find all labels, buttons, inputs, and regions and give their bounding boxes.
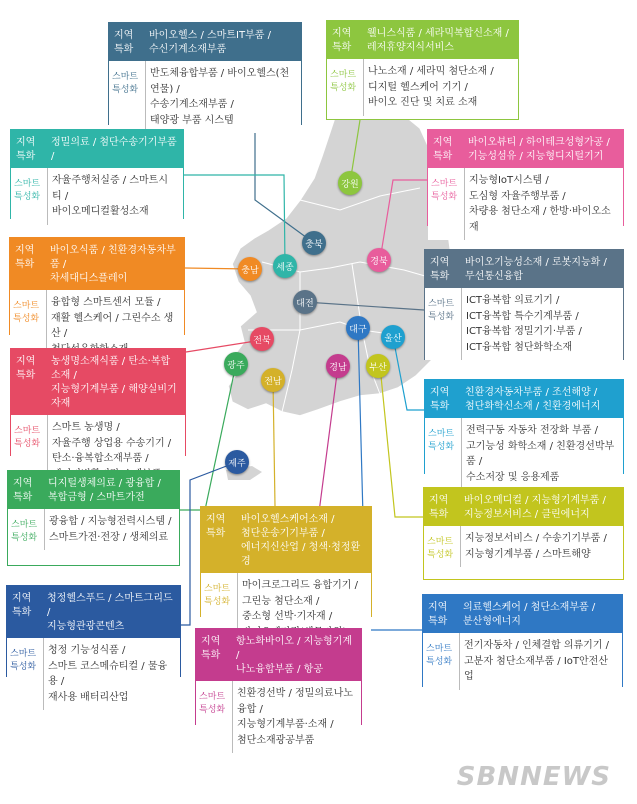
region-node-gyeongnam: 경남 bbox=[326, 354, 350, 378]
region-node-jeonnam: 전남 bbox=[261, 368, 285, 392]
card-body-gangwon bbox=[327, 59, 518, 116]
card-gwangju bbox=[7, 470, 180, 566]
card-header-sejong bbox=[11, 130, 183, 168]
region-node-daegu: 대구 bbox=[346, 316, 370, 340]
regional-label: 지역 특화 bbox=[16, 137, 36, 162]
smart-industries: ICT융복합 의료기기 / ICT융복합 특수기계부품 / ICT융복합 정밀기기·부품 / ICT융복합 첨단화학소재 bbox=[461, 288, 623, 360]
card-body-daegu bbox=[423, 633, 622, 690]
smart-industries: 지능형IoT시스템 / 도심형 자율주행부품 / 차량용 첨단소재 / 한방·바이오소재 bbox=[464, 168, 623, 240]
regional-label: 지역 특화 bbox=[332, 28, 352, 53]
regional-label: 지역 특화 bbox=[206, 514, 226, 539]
region-node-busan: 부산 bbox=[366, 354, 390, 378]
card-body-daejeon bbox=[425, 288, 623, 360]
smart-industries: 나노소재 / 세라믹 첨단소재 / 디지털 헬스케어 기기 / 바이오 진단 및 치료 소재 bbox=[363, 59, 518, 116]
watermark: SBNNEWS bbox=[456, 762, 611, 792]
smart-industries: 지능정보서비스 / 수송기기부품 / 지능형기계부품 / 스마트해양 bbox=[460, 526, 623, 567]
regional-industries: 농생명소재식품 / 탄소·복합소재 / 지능형기계부품 / 해양실비기자재 bbox=[51, 356, 177, 409]
regional-industries: 친환경자동차부품 / 조선해양 / 첨단화학신소재 / 친환경에너지 bbox=[465, 387, 601, 412]
region-node-jeju: 제주 bbox=[225, 450, 249, 474]
card-header-gwangju bbox=[8, 471, 179, 509]
regional-label: 지역 특화 bbox=[15, 245, 35, 270]
card-body-chungbuk bbox=[109, 61, 301, 133]
region-node-gwangju: 광주 bbox=[224, 352, 248, 376]
card-header-daegu bbox=[423, 595, 622, 633]
smart-label: 스마트 특성화 bbox=[330, 70, 357, 93]
card-header-chungbuk bbox=[109, 23, 301, 61]
smart-industries: 전력구동 자동차 전장화 부품 / 고기능성 화학소재 / 친환경선박부품 / 수소저장 및 응용제품 bbox=[461, 418, 623, 490]
region-node-gangwon: 강원 bbox=[338, 171, 362, 195]
smart-label: 스마트 특성화 bbox=[431, 179, 458, 202]
regional-industries: 바이오헬스 / 스마트IT부품 / 수신기계소재부품 bbox=[149, 30, 271, 55]
region-node-sejong: 세종 bbox=[273, 254, 297, 278]
card-body-sejong bbox=[11, 168, 183, 225]
card-header-jeju bbox=[7, 586, 180, 638]
regional-label: 지역 특화 bbox=[114, 30, 134, 55]
regional-industries: 바이오헬스케어소재 / 첨단운송기기부품 / 에너지신산업 / 청색·청정환경 bbox=[241, 514, 361, 567]
card-header-daejeon bbox=[425, 250, 623, 288]
region-node-chungbuk: 충북 bbox=[302, 231, 326, 255]
region-node-ulsan: 울산 bbox=[381, 325, 405, 349]
card-chungbuk bbox=[108, 22, 302, 125]
smart-label: 스마트 특성화 bbox=[426, 644, 453, 667]
card-gangwon bbox=[326, 20, 519, 120]
smart-industries: 친환경선박 / 정밀의료나노융합 / 지능형기계부품·소재 / 첨단소재광공부품 bbox=[232, 681, 361, 753]
regional-industries: 웰니스식품 / 세라믹복합신소재 / 레저휴양지식서비스 bbox=[367, 28, 509, 53]
smart-label: 스마트 특성화 bbox=[14, 426, 41, 449]
card-header-busan bbox=[424, 488, 623, 526]
smart-industries: 융합형 스마트센서 모듈 / 재활 헬스케어 / 그린수소 생산 / bbox=[46, 290, 184, 362]
card-body-jeju bbox=[7, 638, 180, 710]
card-header-gyeongnam bbox=[196, 629, 361, 681]
smart-industries: 반도체융합부품 / 바이오헬스(천연물) / 수송기계소재부품 / 태양광 부품 시스템 bbox=[145, 61, 301, 133]
regional-label: 지역 특화 bbox=[12, 593, 32, 618]
smart-industries: 전기자동차 / 인체결합 의류기기 / 고분자 첨단소재부품 / IoT안전산업 bbox=[459, 633, 622, 690]
region-node-chungnam: 충남 bbox=[238, 257, 262, 281]
card-ulsan bbox=[424, 379, 624, 483]
smart-label: 스마트 특성화 bbox=[428, 299, 455, 322]
regional-label: 지역 특화 bbox=[16, 356, 36, 381]
region-node-jeonbuk: 전북 bbox=[250, 327, 274, 351]
card-body-gyeongnam bbox=[196, 681, 361, 753]
card-body-ulsan bbox=[425, 418, 623, 490]
card-sejong bbox=[10, 129, 184, 219]
region-node-daejeon: 대전 bbox=[293, 290, 317, 314]
smart-industries: 마이크로그리드 융합기기 / 그린능 첨단소재 / 중소형 선박·기자재 / bbox=[237, 573, 371, 645]
card-chungnam bbox=[9, 237, 185, 339]
regional-label: 지역 특화 bbox=[428, 602, 448, 627]
smart-label: 스마트 특성화 bbox=[428, 429, 455, 452]
region-node-gyeongbuk: 경북 bbox=[367, 248, 391, 272]
regional-industries: 청정헬스푸드 / 스마트그리드 / 지능형관광콘텐츠 bbox=[47, 593, 173, 632]
regional-industries: 디지털생체의료 / 광융합 / 복합금형 / 스마트가전 bbox=[48, 478, 161, 503]
smart-label: 스마트 특성화 bbox=[13, 301, 40, 324]
smart-label: 스마트 특성화 bbox=[427, 537, 454, 560]
card-header-ulsan bbox=[425, 380, 623, 418]
regional-industries: 정밀의료 / 첨단수송기기부품 / bbox=[51, 137, 177, 162]
regional-industries: 의료헬스케어 / 첨단소재부품 / 분산형에너지 bbox=[463, 602, 596, 627]
card-jeonnam bbox=[200, 506, 372, 622]
smart-label: 스마트 특성화 bbox=[204, 584, 231, 607]
card-jeonbuk bbox=[10, 348, 186, 464]
regional-label: 지역 특화 bbox=[13, 478, 33, 503]
card-header-gyeongbuk bbox=[428, 130, 623, 168]
card-body-gyeongbuk bbox=[428, 168, 623, 240]
card-busan bbox=[423, 487, 624, 580]
smart-label: 스마트 특성화 bbox=[14, 179, 41, 202]
smart-label: 스마트 특성화 bbox=[10, 649, 37, 672]
regional-industries: 항노화바이오 / 지능형기계 / 나노융합부품 / 항공 bbox=[236, 636, 352, 675]
card-header-chungnam bbox=[10, 238, 184, 290]
card-header-jeonbuk bbox=[11, 349, 185, 415]
card-body-busan bbox=[424, 526, 623, 567]
smart-industries: 자율주행처실증 / 스마트시티 / 바이오메디컬활성소재 bbox=[47, 168, 183, 225]
card-gyeongnam bbox=[195, 628, 362, 746]
regional-industries: 바이오식품 / 친환경자동차부품 / 차세대디스플레이 bbox=[50, 245, 176, 284]
regional-industries: 바이오메디컬 / 지능형기계부품 / 지능정보서비스 / 클린에너지 bbox=[464, 495, 606, 520]
regional-label: 지역 특화 bbox=[429, 495, 449, 520]
smart-label: 스마트 특성화 bbox=[11, 520, 38, 543]
regional-industries: 바이오기능성소재 / 로봇지능화 / 무선통신융합 bbox=[465, 257, 607, 282]
smart-industries: 청정 기능성식품 / 스마트 코스메슈티컬 / 물융용 / 재사용 배터리산업 bbox=[43, 638, 180, 710]
regional-label: 지역 특화 bbox=[430, 257, 450, 282]
smart-label: 스마트 특성화 bbox=[112, 72, 139, 95]
card-daejeon bbox=[424, 249, 624, 360]
card-daegu bbox=[422, 594, 623, 687]
card-header-jeonnam bbox=[201, 507, 371, 573]
regional-label: 지역 특화 bbox=[430, 387, 450, 412]
regional-label: 지역 특화 bbox=[201, 636, 221, 661]
smart-label: 스마트 특성화 bbox=[199, 692, 226, 715]
card-header-gangwon bbox=[327, 21, 518, 59]
regional-industries: 바이오뷰티 / 하이테크성형가공 / 기능성섬유 / 지능형디지털기기 bbox=[468, 137, 610, 162]
card-jeju bbox=[6, 585, 181, 703]
card-gyeongbuk bbox=[427, 129, 624, 233]
card-body-gwangju bbox=[8, 509, 179, 550]
regional-label: 지역 특화 bbox=[433, 137, 453, 162]
smart-industries: 광융합 / 지능형전력시스템 / 스마트가전·전장 / 생체의료 bbox=[44, 509, 179, 550]
smart-industries: 스마트 농생명 / 자율주행 상업용 수송기기 / 탄소·융복합소재부품 / bbox=[47, 415, 185, 487]
